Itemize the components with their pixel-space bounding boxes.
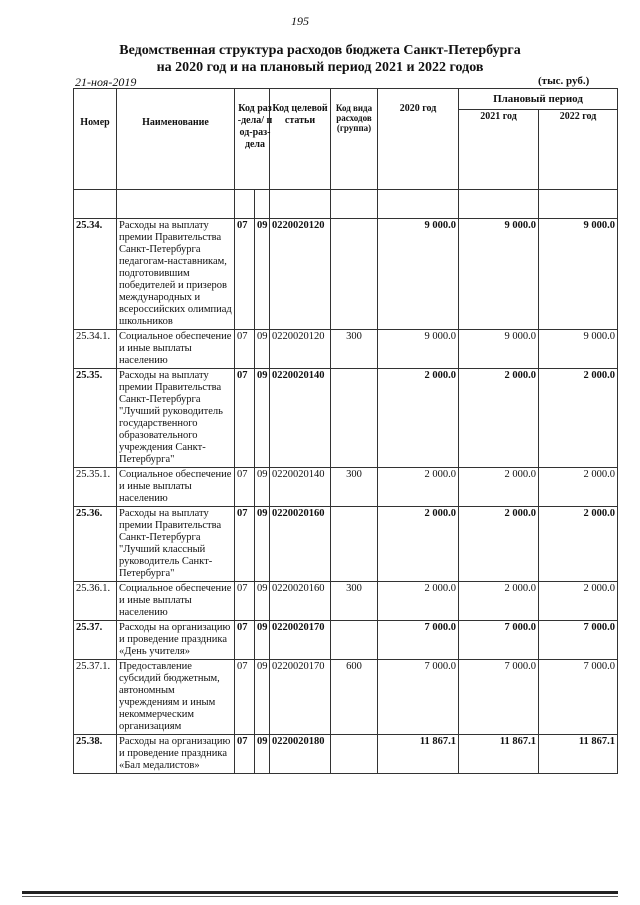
header-expense-type: Код вида расходов (группа) xyxy=(331,89,378,190)
row-expense-type-code xyxy=(331,735,378,774)
row-amount-2020: 2 000.0 xyxy=(378,507,459,582)
row-number: 25.38. xyxy=(74,735,117,774)
row-subsection-code: 09 xyxy=(255,660,270,735)
row-expense-type-code: 300 xyxy=(331,330,378,369)
row-expense-type-code: 300 xyxy=(331,582,378,621)
table-row xyxy=(74,219,618,330)
title-line-1: Ведомственная структура расходов бюджета Санкт-Петербурга xyxy=(119,43,521,58)
row-subsection-code: 09 xyxy=(255,219,270,330)
row-expense-type-code xyxy=(331,369,378,468)
header-year-2020: 2020 год xyxy=(378,89,459,190)
row-amount-2021: 11 867.1 xyxy=(459,735,539,774)
row-amount-2021: 7 000.0 xyxy=(459,660,539,735)
row-amount-2021: 9 000.0 xyxy=(459,219,539,330)
header-section xyxy=(235,89,273,190)
row-number: 25.37.1. xyxy=(74,660,117,735)
row-expense-type-code xyxy=(331,507,378,582)
row-amount-2020: 7 000.0 xyxy=(378,621,459,660)
row-amount-2020: 2 000.0 xyxy=(378,582,459,621)
row-target-code: 0220020120 xyxy=(270,219,331,330)
row-expense-type-code: 300 xyxy=(331,468,378,507)
budget-table xyxy=(73,88,618,774)
row-number: 25.37. xyxy=(74,621,117,660)
row-amount-2022: 9 000.0 xyxy=(539,330,618,369)
units-label: (тыс. руб.) xyxy=(538,75,590,87)
row-subsection-code: 09 xyxy=(255,507,270,582)
row-section-code: 07 xyxy=(235,369,255,468)
title-line-2: на 2020 год и на плановый период 2021 и 2022 годов xyxy=(156,60,484,75)
header-name: Наименование xyxy=(117,89,235,190)
row-section-code: 07 xyxy=(235,582,255,621)
document-date: 21-ноя-2019 xyxy=(75,75,137,89)
row-name: Социальное обеспечение и иные выплаты населению xyxy=(117,330,235,369)
row-amount-2021: 2 000.0 xyxy=(459,468,539,507)
row-amount-2021: 9 000.0 xyxy=(459,330,539,369)
row-name: Социальное обеспечение и иные выплаты населению xyxy=(117,468,235,507)
page-bottom-rule xyxy=(22,891,618,894)
row-number: 25.35.1. xyxy=(74,468,117,507)
row-target-code: 0220020120 xyxy=(270,330,331,369)
row-name: Расходы на организацию и проведение праздника «Бал медалистов» xyxy=(117,735,235,774)
row-number: 25.36. xyxy=(74,507,117,582)
row-subsection-code: 09 xyxy=(255,330,270,369)
row-section-code: 07 xyxy=(235,507,255,582)
header-year-2022: 2022 год xyxy=(539,110,618,190)
row-target-code: 0220020160 xyxy=(270,507,331,582)
row-section-code: 07 xyxy=(235,621,255,660)
row-section-code: 07 xyxy=(235,468,255,507)
table-row xyxy=(74,582,618,621)
row-target-code: 0220020140 xyxy=(270,369,331,468)
table-header xyxy=(74,89,618,219)
row-number: 25.35. xyxy=(74,369,117,468)
row-expense-type-code xyxy=(331,621,378,660)
row-number: 25.34.1. xyxy=(74,330,117,369)
row-amount-2020: 9 000.0 xyxy=(378,330,459,369)
row-name: Расходы на выплату премии Правительства Санкт-Петербурга педагогам-наставникам, подготовившим победителей и призеров международных и всероссийских олимпиад школьников xyxy=(117,219,235,330)
table-row xyxy=(74,468,618,507)
row-section-code: 07 xyxy=(235,219,255,330)
row-subsection-code: 09 xyxy=(255,621,270,660)
row-name: Расходы на выплату премии Правительства Санкт-Петербурга "Лучший классный руководитель Санкт-Петербурга" xyxy=(117,507,235,582)
row-expense-type-code xyxy=(331,219,378,330)
row-target-code: 0220020170 xyxy=(270,621,331,660)
row-amount-2022: 11 867.1 xyxy=(539,735,618,774)
row-amount-2022: 2 000.0 xyxy=(539,468,618,507)
header-section-text: Код раз-дела/ под-раз-дела xyxy=(237,103,273,150)
header-plan-period: Плановый период xyxy=(459,89,618,110)
row-subsection-code: 09 xyxy=(255,735,270,774)
row-name: Социальное обеспечение и иные выплаты населению xyxy=(117,582,235,621)
table-row xyxy=(74,735,618,774)
row-subsection-code: 09 xyxy=(255,582,270,621)
row-subsection-code: 09 xyxy=(255,369,270,468)
row-amount-2021: 7 000.0 xyxy=(459,621,539,660)
row-name: Расходы на организацию и проведение праздника «День учителя» xyxy=(117,621,235,660)
row-number: 25.36.1. xyxy=(74,582,117,621)
table-row xyxy=(74,330,618,369)
row-amount-2020: 9 000.0 xyxy=(378,219,459,330)
header-number: Номер xyxy=(74,89,117,190)
document-title xyxy=(50,42,590,76)
row-target-code: 0220020180 xyxy=(270,735,331,774)
row-target-code: 0220020140 xyxy=(270,468,331,507)
table-row xyxy=(74,507,618,582)
page-number: 195 xyxy=(291,14,309,28)
row-amount-2022: 2 000.0 xyxy=(539,582,618,621)
header-spacer-row xyxy=(74,190,618,219)
page-bottom-rule-thin xyxy=(22,896,618,897)
row-section-code: 07 xyxy=(235,330,255,369)
row-number: 25.34. xyxy=(74,219,117,330)
table-body xyxy=(74,219,618,774)
row-amount-2020: 2 000.0 xyxy=(378,369,459,468)
row-section-code: 07 xyxy=(235,660,255,735)
row-name: Предоставление субсидий бюджетным, автономным учреждениям и иным некоммерческим организациям xyxy=(117,660,235,735)
row-amount-2022: 2 000.0 xyxy=(539,507,618,582)
row-target-code: 0220020160 xyxy=(270,582,331,621)
row-amount-2021: 2 000.0 xyxy=(459,369,539,468)
row-amount-2020: 7 000.0 xyxy=(378,660,459,735)
table-row xyxy=(74,369,618,468)
table-row xyxy=(74,660,618,735)
row-amount-2022: 7 000.0 xyxy=(539,621,618,660)
row-amount-2020: 2 000.0 xyxy=(378,468,459,507)
row-target-code: 0220020170 xyxy=(270,660,331,735)
row-section-code: 07 xyxy=(235,735,255,774)
row-amount-2022: 2 000.0 xyxy=(539,369,618,468)
row-amount-2020: 11 867.1 xyxy=(378,735,459,774)
header-target: Код целевой статьи xyxy=(270,89,331,190)
header-year-2021: 2021 год xyxy=(459,110,539,190)
row-expense-type-code: 600 xyxy=(331,660,378,735)
row-amount-2021: 2 000.0 xyxy=(459,582,539,621)
row-subsection-code: 09 xyxy=(255,468,270,507)
row-amount-2021: 2 000.0 xyxy=(459,507,539,582)
row-amount-2022: 9 000.0 xyxy=(539,219,618,330)
row-amount-2022: 7 000.0 xyxy=(539,660,618,735)
table-row xyxy=(74,621,618,660)
row-name: Расходы на выплату премии Правительства Санкт-Петербурга "Лучший руководитель государственного образовательного учреждения Санкт-Петербурга" xyxy=(117,369,235,468)
